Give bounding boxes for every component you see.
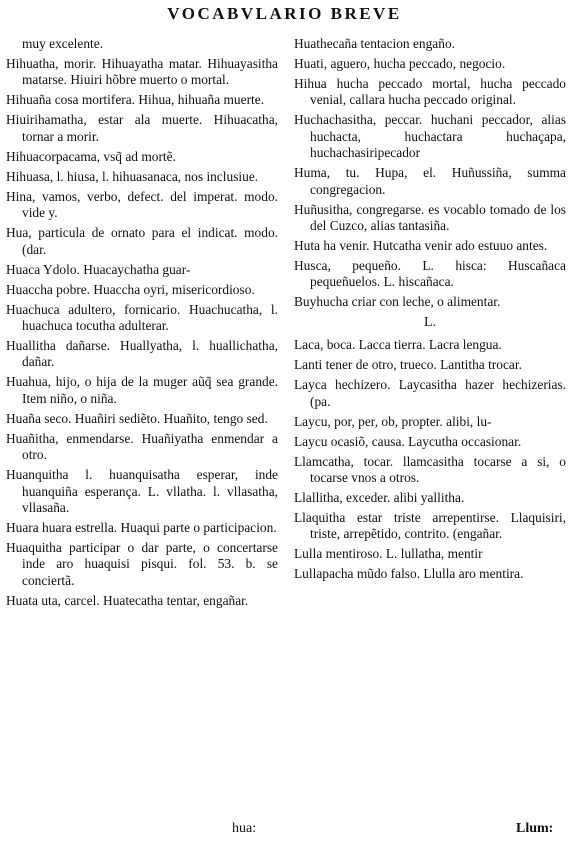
dictionary-entry: Huanquitha l. huanquisatha esperar, inde huanquiña esperança. L. vllatha. l. vllasatha, vllasaña. <box>6 467 278 516</box>
dictionary-entry: Llaquitha estar triste arrepentirse. Llaquisiri, triste, arrepẽtido, contrito. (engañar. <box>294 510 566 542</box>
right-column <box>294 36 566 586</box>
dictionary-entry: Laycu ocasiõ, causa. Laycutha occasionar. <box>294 433 522 449</box>
section-letter: L. <box>423 314 437 330</box>
dictionary-entry: Lullapacha mũdo falso. Llulla aro mentira. <box>294 566 524 582</box>
dictionary-entry: Hihua hucha peccado mortal, hucha peccado venial, callara hucha peccado original. <box>294 76 566 108</box>
dictionary-entry: Huachuca adultero, fornicario. Huachucatha, l. huachuca tocutha adulterar. <box>6 301 278 334</box>
dictionary-entry: Buyhucha criar con leche, o alimentar. <box>294 294 501 310</box>
dictionary-entry: Hihuatha, morir. Hihuayatha matar. Hihuayasitha matarse. Hiuiri hõbre muerto o mortal. <box>6 56 278 88</box>
dictionary-entry: Huaquitha participar o dar parte, o concertarse inde aro huaquisi pisqui. fol. 53. b. se conciertã. <box>6 540 278 588</box>
dictionary-entry: Huta ha venir. Hutcatha venir ado estuuo antes. <box>294 238 548 254</box>
dictionary-entry: Lanti tener de otro, trueco. Lantitha trocar. <box>294 357 522 373</box>
dictionary-entry: Laca, boca. Lacca tierra. Lacra lengua. <box>294 337 502 353</box>
dictionary-entry: Hihuaña cosa mortifera. Hihua, hihuaña muerte. <box>6 92 265 108</box>
dictionary-entry: Huaña seco. Huañiri sediẽto. Huañito, tengo sed. <box>6 410 268 426</box>
dictionary-entry: Huallitha dañarse. Huallyatha, l. huallichatha, dañar. <box>6 338 278 370</box>
dictionary-entry: Hina, vamos, verbo, defect. del imperat. modo. vide y. <box>6 188 278 221</box>
dictionary-entry: Huata uta, carcel. Huatecatha tentar, engañar. <box>6 592 249 608</box>
dictionary-entry: Hiuirihamatha, estar ala muerte. Hihuacatha, tornar a morir. <box>6 112 278 144</box>
catchword-left: hua: <box>232 821 257 836</box>
dictionary-entry: Hihuasa, l. hiusa, l. hihuasanaca, nos inclusiue. <box>6 168 259 184</box>
dictionary-entry: Hihuacorpacama, vsq̃ ad mortẽ. <box>6 148 176 164</box>
dictionary-entry: Huahua, hijo, o hija de la muger aũq̃ sea grande. Item niño, o niña. <box>6 374 278 406</box>
dictionary-entry: Huara huara estrella. Huaqui parte o participacion. <box>6 520 277 536</box>
dictionary-entry: Huñusitha, congregarse. es vocablo tomado de los del Cuzco, alias tantasiña. <box>294 201 566 234</box>
page-header: VOCABVLARIO BREVE <box>167 4 402 23</box>
dictionary-entry: Layca hechizero. Laycasitha hazer hechizerias. (pa. <box>294 377 566 409</box>
dictionary-entry: Llamcatha, tocar. llamcasitha tocarse a si, o tocarse vnos a otros. <box>294 453 566 486</box>
dictionary-entry: Huma, tu. Hupa, el. Huñussiña, summa congregacion. <box>294 165 566 197</box>
dictionary-entry: Lulla mentiroso. L. lullatha, mentir <box>294 546 483 562</box>
dictionary-entry: Huati, aguero, hucha peccado, negocio. <box>294 56 506 71</box>
dictionary-entry: Huchachasitha, peccar. huchani peccador, alias huchacta, huchactara huchaçapa, huchachasiripecador <box>294 112 566 161</box>
dictionary-entry: muy excelente. <box>22 36 104 51</box>
dictionary-entry: Huaccha pobre. Huaccha oyri, misericordioso. <box>6 281 255 297</box>
left-column <box>6 36 278 613</box>
catchword-right: Llum: <box>516 821 554 836</box>
dictionary-entry: Huathecaña tentacion engaño. <box>294 36 455 51</box>
dictionary-entry: Llallitha, exceder. alibi yallitha. <box>294 490 465 506</box>
dictionary-entry: Huañitha, enmendarse. Huañiyatha enmendar a otro. <box>6 430 278 463</box>
dictionary-entry: Huaca Ydolo. Huacaychatha guar- <box>6 261 191 277</box>
dictionary-entry: Hua, particula de ornato para el indicat. modo. (dar. <box>6 225 278 257</box>
dictionary-entry: Husca, pequeño. L. hisca: Huscañaca pequeñuelos. L. hiscañaca. <box>294 258 566 290</box>
dictionary-entry: Laycu, por, per, ob, propter. alibi, lu- <box>294 413 492 429</box>
